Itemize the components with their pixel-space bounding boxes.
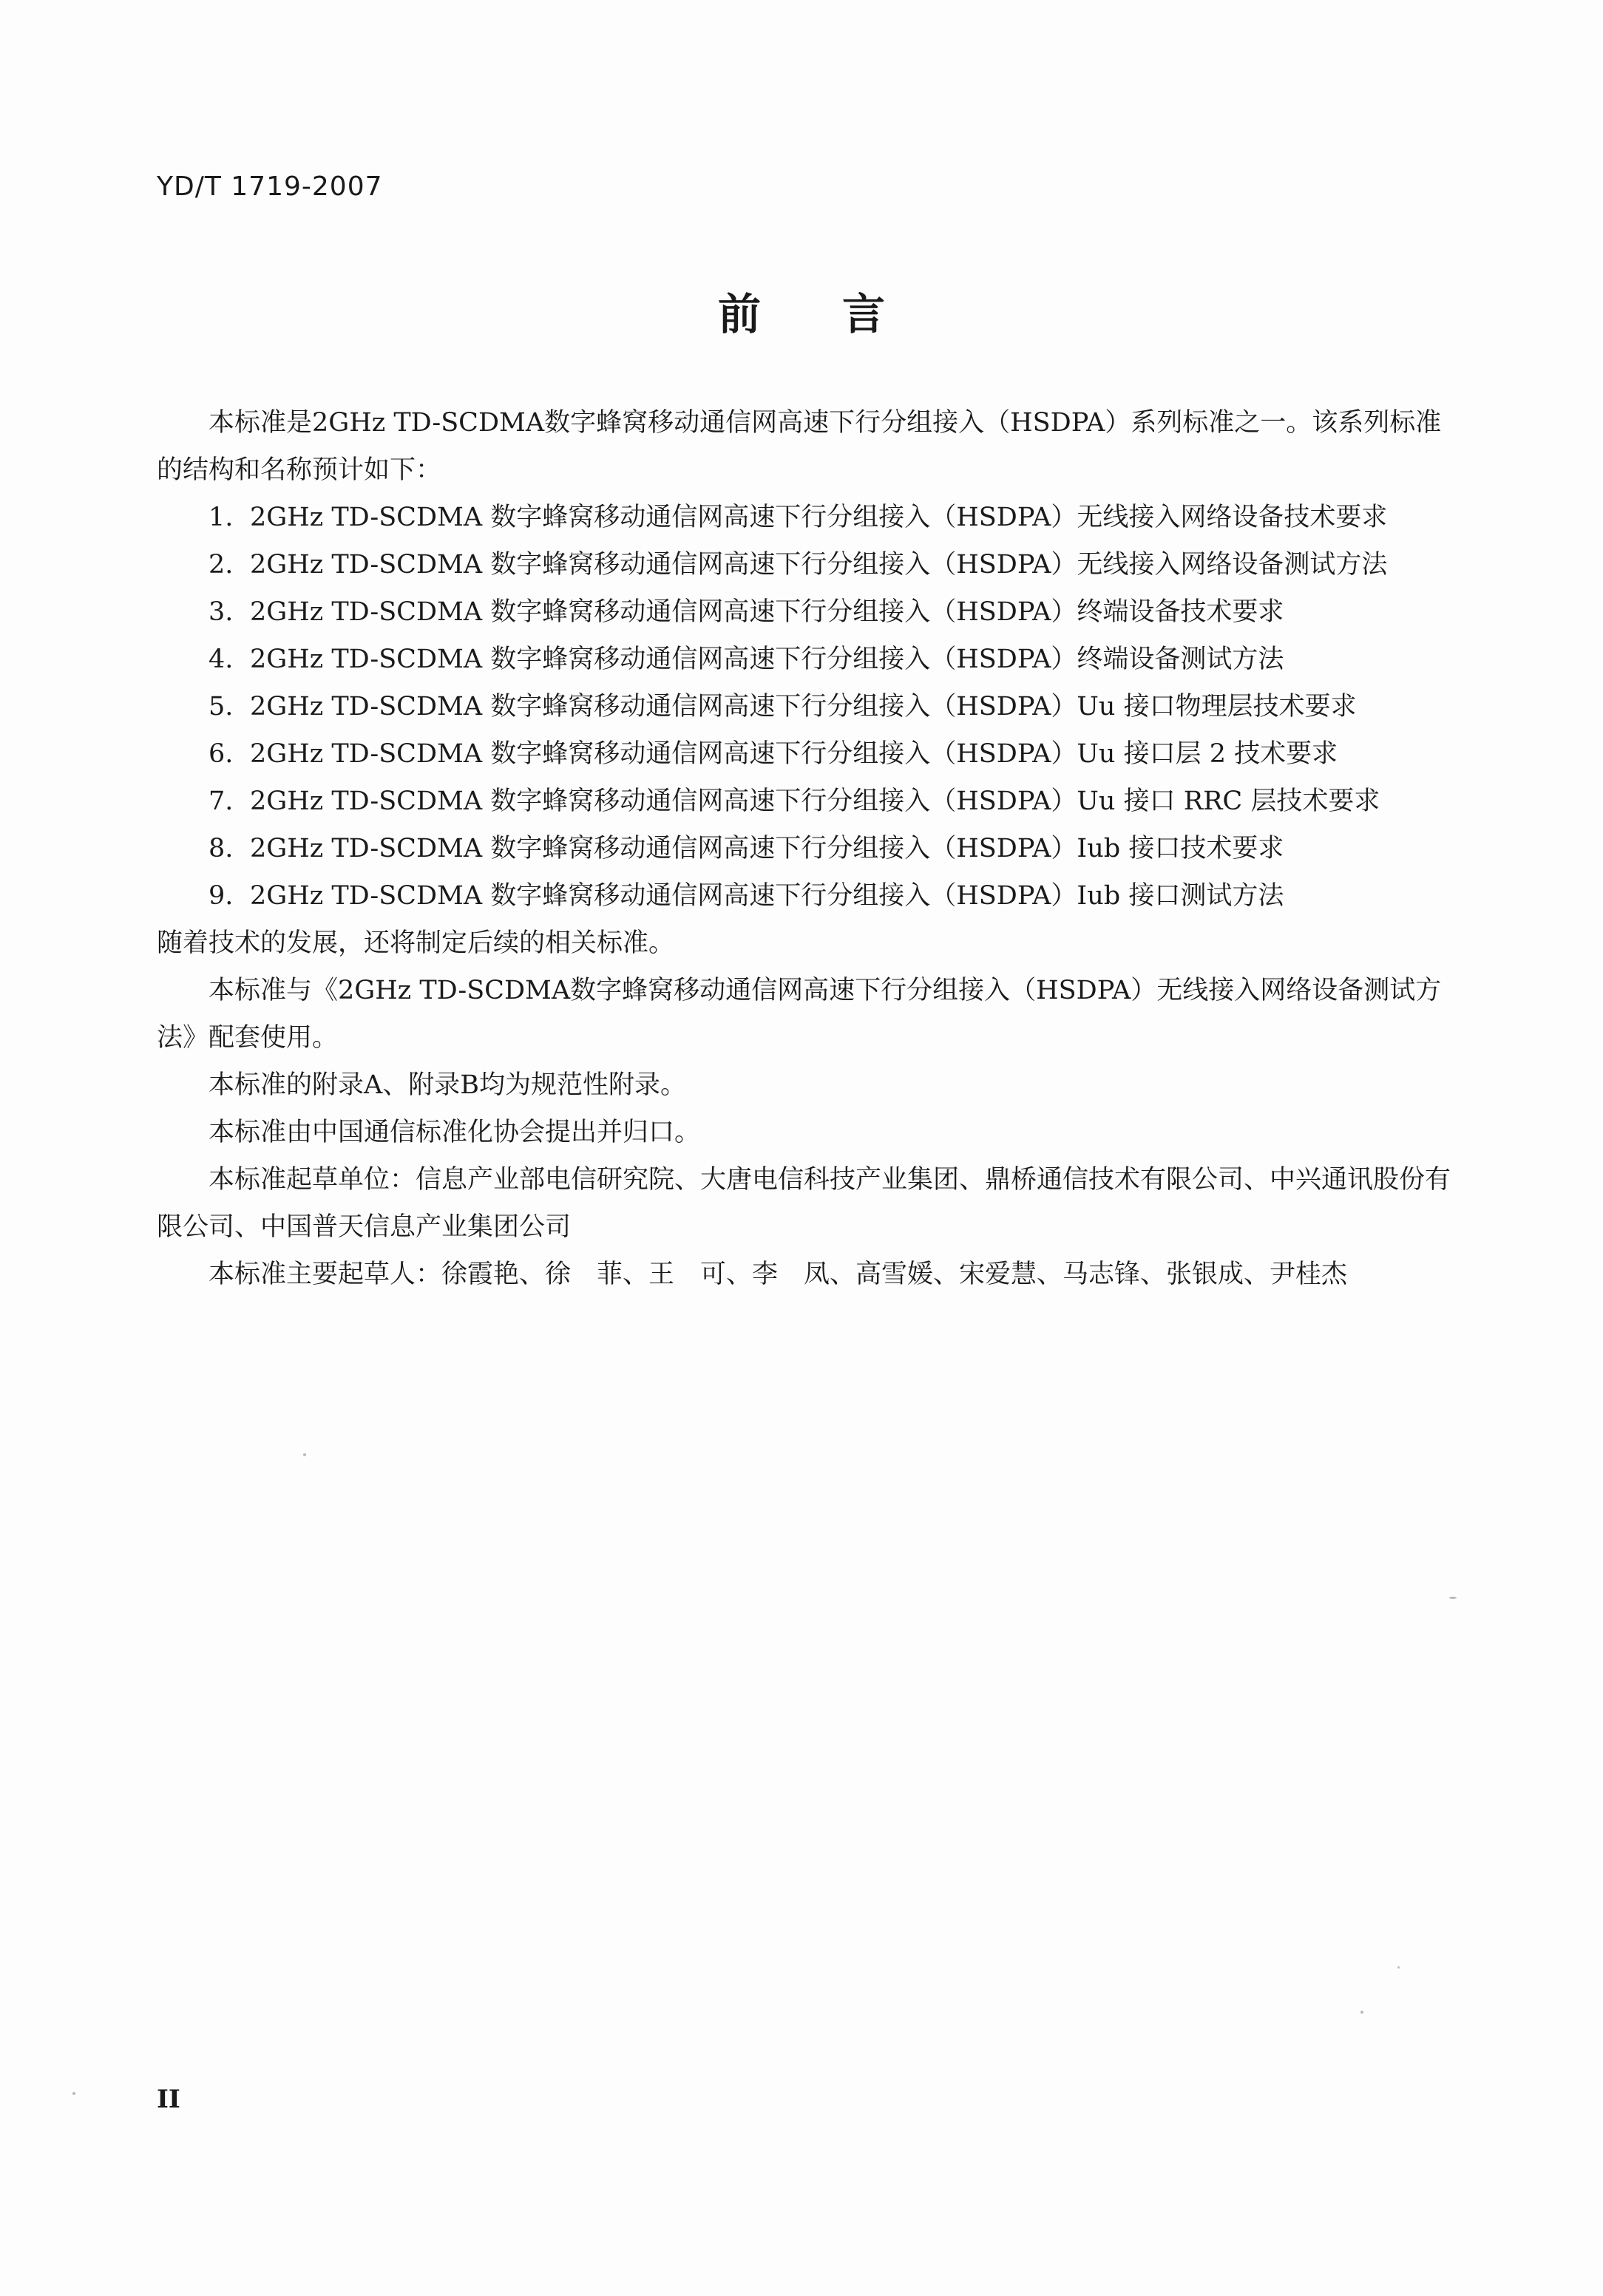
list-item [157, 541, 1465, 588]
list-item [157, 730, 1465, 778]
scan-speck [1360, 2011, 1363, 2014]
list-item [157, 683, 1465, 730]
proposer-paragraph: 本标准由中国通信标准化协会提出并归口。 [209, 1118, 701, 1147]
list-item [157, 872, 1465, 920]
list-item [157, 636, 1465, 683]
intro-paragraph: 本标准是2GHz TD-SCDMA数字蜂窝移动通信网高速下行分组接入（HSDPA）系列标准之一。该系列标准的结构和名称预计如下： [157, 408, 1442, 485]
list-item-text: 2GHz TD-SCDMA 数字蜂窝移动通信网高速下行分组接入（HSDPA）Uu 接口层 2 技术要求 [250, 739, 1338, 769]
page-number: II [157, 2085, 180, 2114]
appendix-paragraph: 本标准的附录A、附录B均为规范性附录。 [209, 1070, 686, 1100]
list-item [157, 494, 1465, 541]
list-item [157, 825, 1465, 872]
list-item-number: 3. [209, 597, 234, 627]
list-item-number: 5. [209, 692, 234, 721]
list-item-number: 9. [209, 881, 234, 911]
standard-code: YD/T 1719-2007 [157, 171, 383, 202]
drafters-paragraph: 本标准主要起草人：徐霞艳、徐 菲、王 可、李 凤、高雪媛、宋爱慧、马志锋、张银成、尹桂杰 [209, 1260, 1348, 1289]
list-item-text: 2GHz TD-SCDMA 数字蜂窝移动通信网高速下行分组接入（HSDPA）无线接入网络设备测试方法 [250, 550, 1388, 580]
list-item-text: 2GHz TD-SCDMA 数字蜂窝移动通信网高速下行分组接入（HSDPA）Uu 接口物理层技术要求 [250, 692, 1357, 721]
list-item-number: 7. [209, 787, 234, 816]
list-item [157, 588, 1465, 636]
page-title: 前言 [717, 289, 966, 339]
list-item-number: 6. [209, 739, 234, 769]
list-item-text: 2GHz TD-SCDMA 数字蜂窝移动通信网高速下行分组接入（HSDPA）终端设备技术要求 [250, 597, 1284, 627]
foreword-body [157, 399, 1465, 1298]
list-item-number: 4. [209, 645, 234, 674]
list-item-number: 2. [209, 550, 234, 580]
series-list [157, 494, 1465, 920]
companion-standard-paragraph: 本标准与《2GHz TD-SCDMA数字蜂窝移动通信网高速下行分组接入（HSDPA）无线接入网络设备测试方法》配套使用。 [157, 976, 1442, 1053]
list-item-text: 2GHz TD-SCDMA 数字蜂窝移动通信网高速下行分组接入（HSDPA）Iub 接口测试方法 [250, 881, 1284, 911]
scan-speck [303, 1453, 306, 1456]
drafting-units-paragraph: 本标准起草单位：信息产业部电信研究院、大唐电信科技产业集团、鼎桥通信技术有限公司、中兴通讯股份有限公司、中国普天信息产业集团公司 [157, 1165, 1451, 1242]
scan-speck [1449, 1597, 1457, 1599]
list-item-text: 2GHz TD-SCDMA 数字蜂窝移动通信网高速下行分组接入（HSDPA）Iub 接口技术要求 [250, 834, 1284, 863]
scan-speck [72, 2092, 75, 2095]
list-item-number: 8. [209, 834, 234, 863]
followup-sentence: 随着技术的发展，还将制定后续的相关标准。 [157, 928, 675, 958]
list-item-text: 2GHz TD-SCDMA 数字蜂窝移动通信网高速下行分组接入（HSDPA）终端设备测试方法 [250, 645, 1284, 674]
list-item-text: 2GHz TD-SCDMA 数字蜂窝移动通信网高速下行分组接入（HSDPA）无线接入网络设备技术要求 [250, 503, 1388, 532]
list-item [157, 778, 1465, 825]
list-item-text: 2GHz TD-SCDMA 数字蜂窝移动通信网高速下行分组接入（HSDPA）Uu 接口 RRC 层技术要求 [250, 787, 1380, 816]
scan-speck [1397, 1966, 1400, 1969]
list-item-number: 1. [209, 503, 234, 532]
